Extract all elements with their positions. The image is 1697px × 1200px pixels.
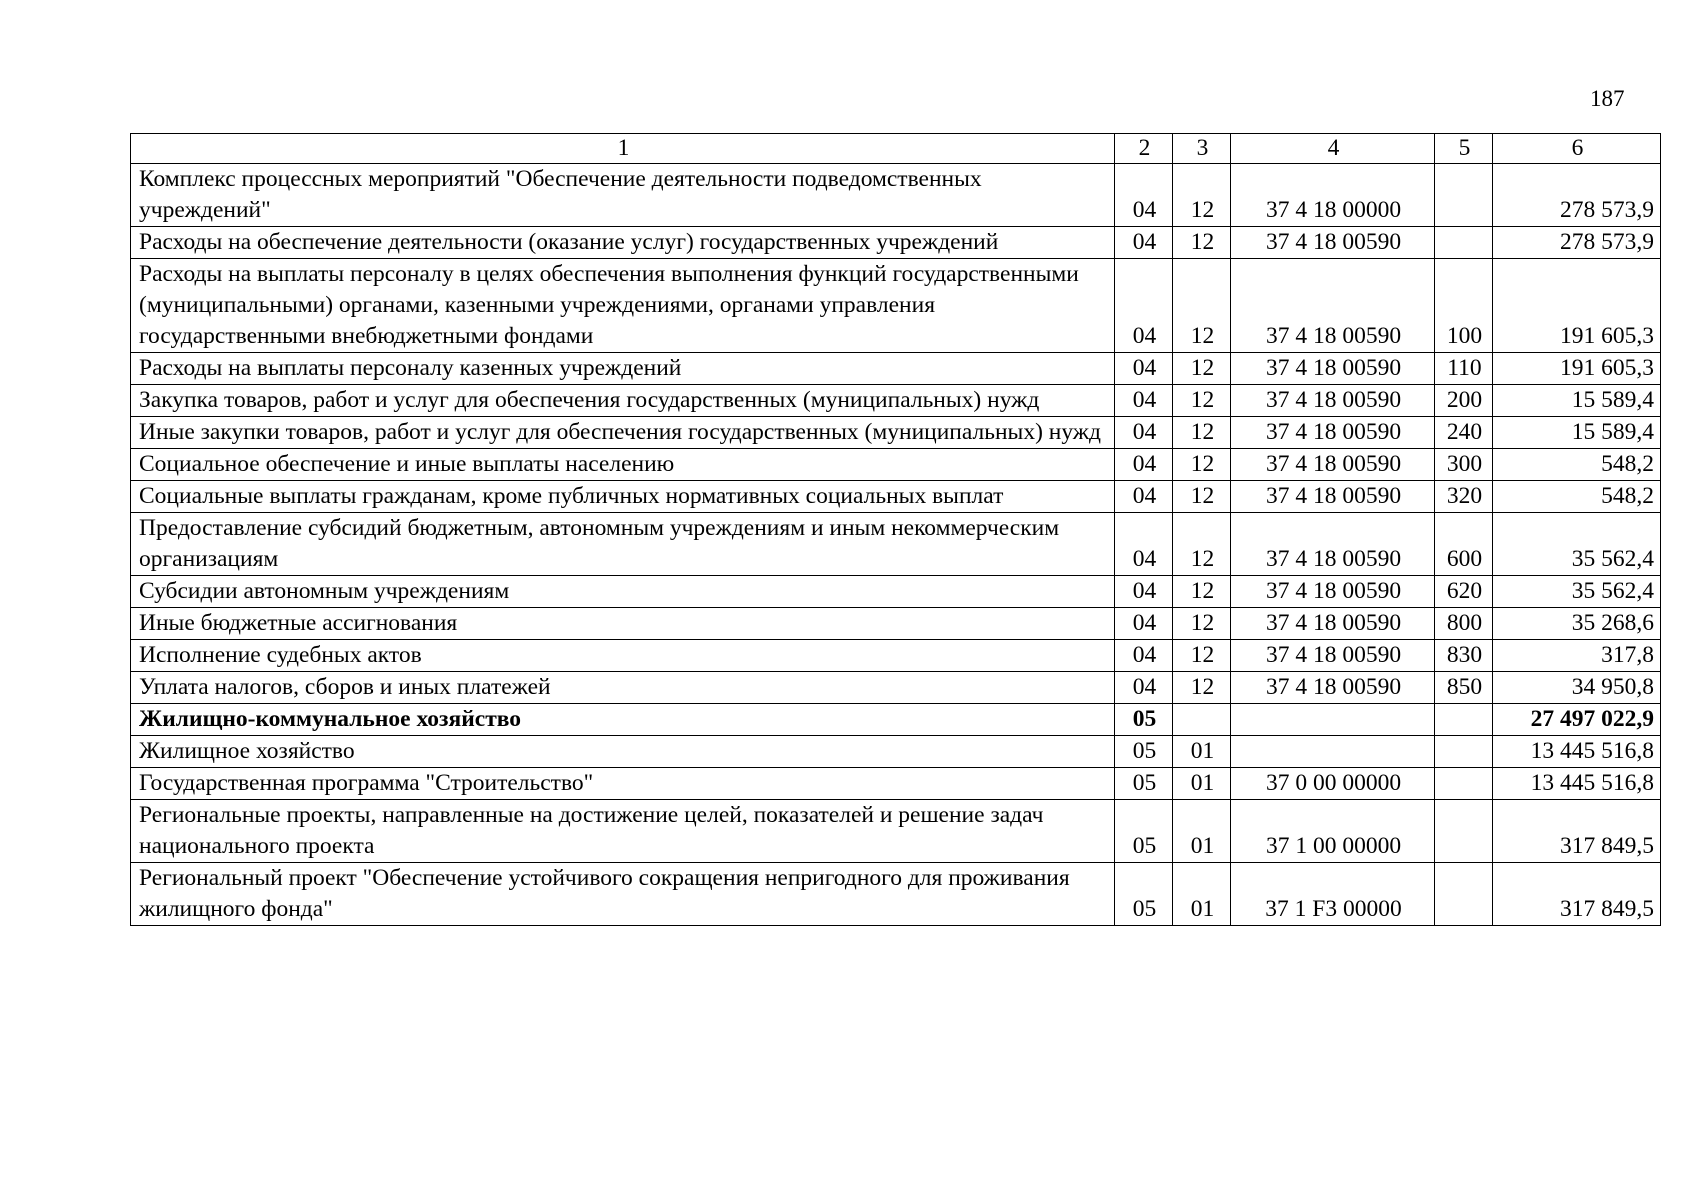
- header-row: [131, 134, 1661, 164]
- target-article-cell: 37 4 18 00590: [1231, 640, 1435, 672]
- subsection-cell: 01: [1173, 736, 1231, 768]
- target-article-cell: 37 4 18 00590: [1231, 259, 1435, 353]
- header-cell-2: 2: [1115, 134, 1173, 164]
- section-cell: 05: [1115, 768, 1173, 800]
- amount-cell: 548,2: [1493, 481, 1661, 513]
- expense-name-cell: Закупка товаров, работ и услуг для обеспечения государственных (муниципальных) нужд: [131, 385, 1115, 417]
- table-row: [131, 608, 1661, 640]
- section-cell: 04: [1115, 513, 1173, 576]
- expense-type-cell: [1435, 768, 1493, 800]
- expense-type-cell: 620: [1435, 576, 1493, 608]
- expense-type-cell: 320: [1435, 481, 1493, 513]
- page-number: 187: [1590, 86, 1625, 111]
- budget-table: [130, 133, 1661, 926]
- target-article-cell: 37 4 18 00590: [1231, 481, 1435, 513]
- target-article-cell: 37 4 18 00590: [1231, 672, 1435, 704]
- expense-type-cell: [1435, 863, 1493, 926]
- header-cell-5: 5: [1435, 134, 1493, 164]
- expense-type-cell: [1435, 704, 1493, 736]
- section-cell: 04: [1115, 259, 1173, 353]
- subsection-cell: 12: [1173, 672, 1231, 704]
- amount-cell: 35 268,6: [1493, 608, 1661, 640]
- amount-cell: 191 605,3: [1493, 259, 1661, 353]
- subsection-cell: 12: [1173, 385, 1231, 417]
- target-article-cell: 37 1 F3 00000: [1231, 863, 1435, 926]
- subsection-cell: 12: [1173, 640, 1231, 672]
- section-cell: 04: [1115, 385, 1173, 417]
- expense-name-cell: Субсидии автономным учреждениям: [131, 576, 1115, 608]
- subsection-cell: 12: [1173, 353, 1231, 385]
- expense-type-cell: [1435, 227, 1493, 259]
- target-article-cell: 37 4 18 00590: [1231, 417, 1435, 449]
- table-row: [131, 385, 1661, 417]
- expense-name-cell: Предоставление субсидий бюджетным, автономным учреждениям и иным некоммерческим организациям: [131, 513, 1115, 576]
- table-row: [131, 768, 1661, 800]
- subsection-cell: 12: [1173, 259, 1231, 353]
- expense-name-cell: Расходы на обеспечение деятельности (оказание услуг) государственных учреждений: [131, 227, 1115, 259]
- subsection-cell: 12: [1173, 608, 1231, 640]
- expense-name-cell: Социальные выплаты гражданам, кроме публичных нормативных социальных выплат: [131, 481, 1115, 513]
- target-article-cell: 37 4 18 00590: [1231, 513, 1435, 576]
- subsection-cell: 01: [1173, 863, 1231, 926]
- subsection-cell: 01: [1173, 768, 1231, 800]
- section-cell: 04: [1115, 417, 1173, 449]
- section-cell: 04: [1115, 353, 1173, 385]
- table-row: [131, 736, 1661, 768]
- table-row: [131, 863, 1661, 926]
- expense-type-cell: 850: [1435, 672, 1493, 704]
- target-article-cell: 37 4 18 00590: [1231, 449, 1435, 481]
- target-article-cell: 37 4 18 00000: [1231, 164, 1435, 227]
- table-row: [131, 259, 1661, 353]
- amount-cell: 548,2: [1493, 449, 1661, 481]
- amount-cell: 317 849,5: [1493, 800, 1661, 863]
- amount-cell: 35 562,4: [1493, 576, 1661, 608]
- table-body: [131, 164, 1661, 926]
- header-cell-1: 1: [131, 134, 1115, 164]
- target-article-cell: 37 4 18 00590: [1231, 385, 1435, 417]
- amount-cell: 15 589,4: [1493, 417, 1661, 449]
- expense-type-cell: [1435, 800, 1493, 863]
- expense-name-cell: Уплата налогов, сборов и иных платежей: [131, 672, 1115, 704]
- expense-name-cell: Расходы на выплаты персоналу казенных учреждений: [131, 353, 1115, 385]
- subsection-cell: 12: [1173, 417, 1231, 449]
- expense-type-cell: 600: [1435, 513, 1493, 576]
- subsection-cell: 12: [1173, 576, 1231, 608]
- table-row: [131, 353, 1661, 385]
- section-cell: 04: [1115, 227, 1173, 259]
- table-row: [131, 672, 1661, 704]
- table-header: [131, 134, 1661, 164]
- subsection-cell: 12: [1173, 227, 1231, 259]
- amount-cell: 278 573,9: [1493, 164, 1661, 227]
- section-cell: 05: [1115, 704, 1173, 736]
- subsection-cell: 12: [1173, 164, 1231, 227]
- table-row: [131, 640, 1661, 672]
- table-row: [131, 417, 1661, 449]
- table-row: [131, 513, 1661, 576]
- amount-cell: 27 497 022,9: [1493, 704, 1661, 736]
- header-cell-4: 4: [1231, 134, 1435, 164]
- expense-type-cell: 240: [1435, 417, 1493, 449]
- section-cell: 04: [1115, 449, 1173, 481]
- subsection-cell: 01: [1173, 800, 1231, 863]
- expense-name-cell: Региональный проект "Обеспечение устойчивого сокращения непригодного для проживания жилищного фонда": [131, 863, 1115, 926]
- expense-type-cell: 830: [1435, 640, 1493, 672]
- expense-type-cell: 110: [1435, 353, 1493, 385]
- subsection-cell: 12: [1173, 513, 1231, 576]
- expense-name-cell: Расходы на выплаты персоналу в целях обеспечения выполнения функций государственными (муниципальными) органами, казенными учреждениями, органами управления государственными внебюджетными фондами: [131, 259, 1115, 353]
- amount-cell: 317 849,5: [1493, 863, 1661, 926]
- expense-type-cell: [1435, 164, 1493, 227]
- section-cell: 05: [1115, 863, 1173, 926]
- subsection-cell: 12: [1173, 481, 1231, 513]
- subsection-cell: 12: [1173, 449, 1231, 481]
- target-article-cell: [1231, 704, 1435, 736]
- target-article-cell: 37 4 18 00590: [1231, 576, 1435, 608]
- section-cell: 05: [1115, 736, 1173, 768]
- header-cell-3: 3: [1173, 134, 1231, 164]
- section-cell: 04: [1115, 640, 1173, 672]
- target-article-cell: 37 4 18 00590: [1231, 227, 1435, 259]
- target-article-cell: 37 4 18 00590: [1231, 608, 1435, 640]
- section-cell: 05: [1115, 800, 1173, 863]
- expense-type-cell: 300: [1435, 449, 1493, 481]
- expense-type-cell: 100: [1435, 259, 1493, 353]
- section-cell: 04: [1115, 608, 1173, 640]
- expense-name-cell: Иные бюджетные ассигнования: [131, 608, 1115, 640]
- amount-cell: 13 445 516,8: [1493, 768, 1661, 800]
- expense-name-cell: Жилищно-коммунальное хозяйство: [131, 704, 1115, 736]
- expense-type-cell: [1435, 736, 1493, 768]
- section-cell: 04: [1115, 672, 1173, 704]
- expense-name-cell: Государственная программа "Строительство": [131, 768, 1115, 800]
- section-cell: 04: [1115, 481, 1173, 513]
- amount-cell: 191 605,3: [1493, 353, 1661, 385]
- amount-cell: 34 950,8: [1493, 672, 1661, 704]
- table-row: [131, 576, 1661, 608]
- expense-name-cell: Жилищное хозяйство: [131, 736, 1115, 768]
- table-row: [131, 164, 1661, 227]
- expense-name-cell: Региональные проекты, направленные на достижение целей, показателей и решение задач национального проекта: [131, 800, 1115, 863]
- target-article-cell: 37 1 00 00000: [1231, 800, 1435, 863]
- expense-name-cell: Комплекс процессных мероприятий "Обеспечение деятельности подведомственных учреждений": [131, 164, 1115, 227]
- target-article-cell: 37 4 18 00590: [1231, 353, 1435, 385]
- section-cell: 04: [1115, 576, 1173, 608]
- table-row: [131, 481, 1661, 513]
- expense-type-cell: 800: [1435, 608, 1493, 640]
- table-row: [131, 227, 1661, 259]
- amount-cell: 317,8: [1493, 640, 1661, 672]
- expense-name-cell: Исполнение судебных актов: [131, 640, 1115, 672]
- amount-cell: 13 445 516,8: [1493, 736, 1661, 768]
- expense-name-cell: Социальное обеспечение и иные выплаты населению: [131, 449, 1115, 481]
- table-row: [131, 704, 1661, 736]
- expense-type-cell: 200: [1435, 385, 1493, 417]
- table-row: [131, 800, 1661, 863]
- subsection-cell: [1173, 704, 1231, 736]
- header-cell-6: 6: [1493, 134, 1661, 164]
- amount-cell: 35 562,4: [1493, 513, 1661, 576]
- amount-cell: 15 589,4: [1493, 385, 1661, 417]
- expense-name-cell: Иные закупки товаров, работ и услуг для обеспечения государственных (муниципальных) нужд: [131, 417, 1115, 449]
- table-row: [131, 449, 1661, 481]
- amount-cell: 278 573,9: [1493, 227, 1661, 259]
- target-article-cell: 37 0 00 00000: [1231, 768, 1435, 800]
- target-article-cell: [1231, 736, 1435, 768]
- section-cell: 04: [1115, 164, 1173, 227]
